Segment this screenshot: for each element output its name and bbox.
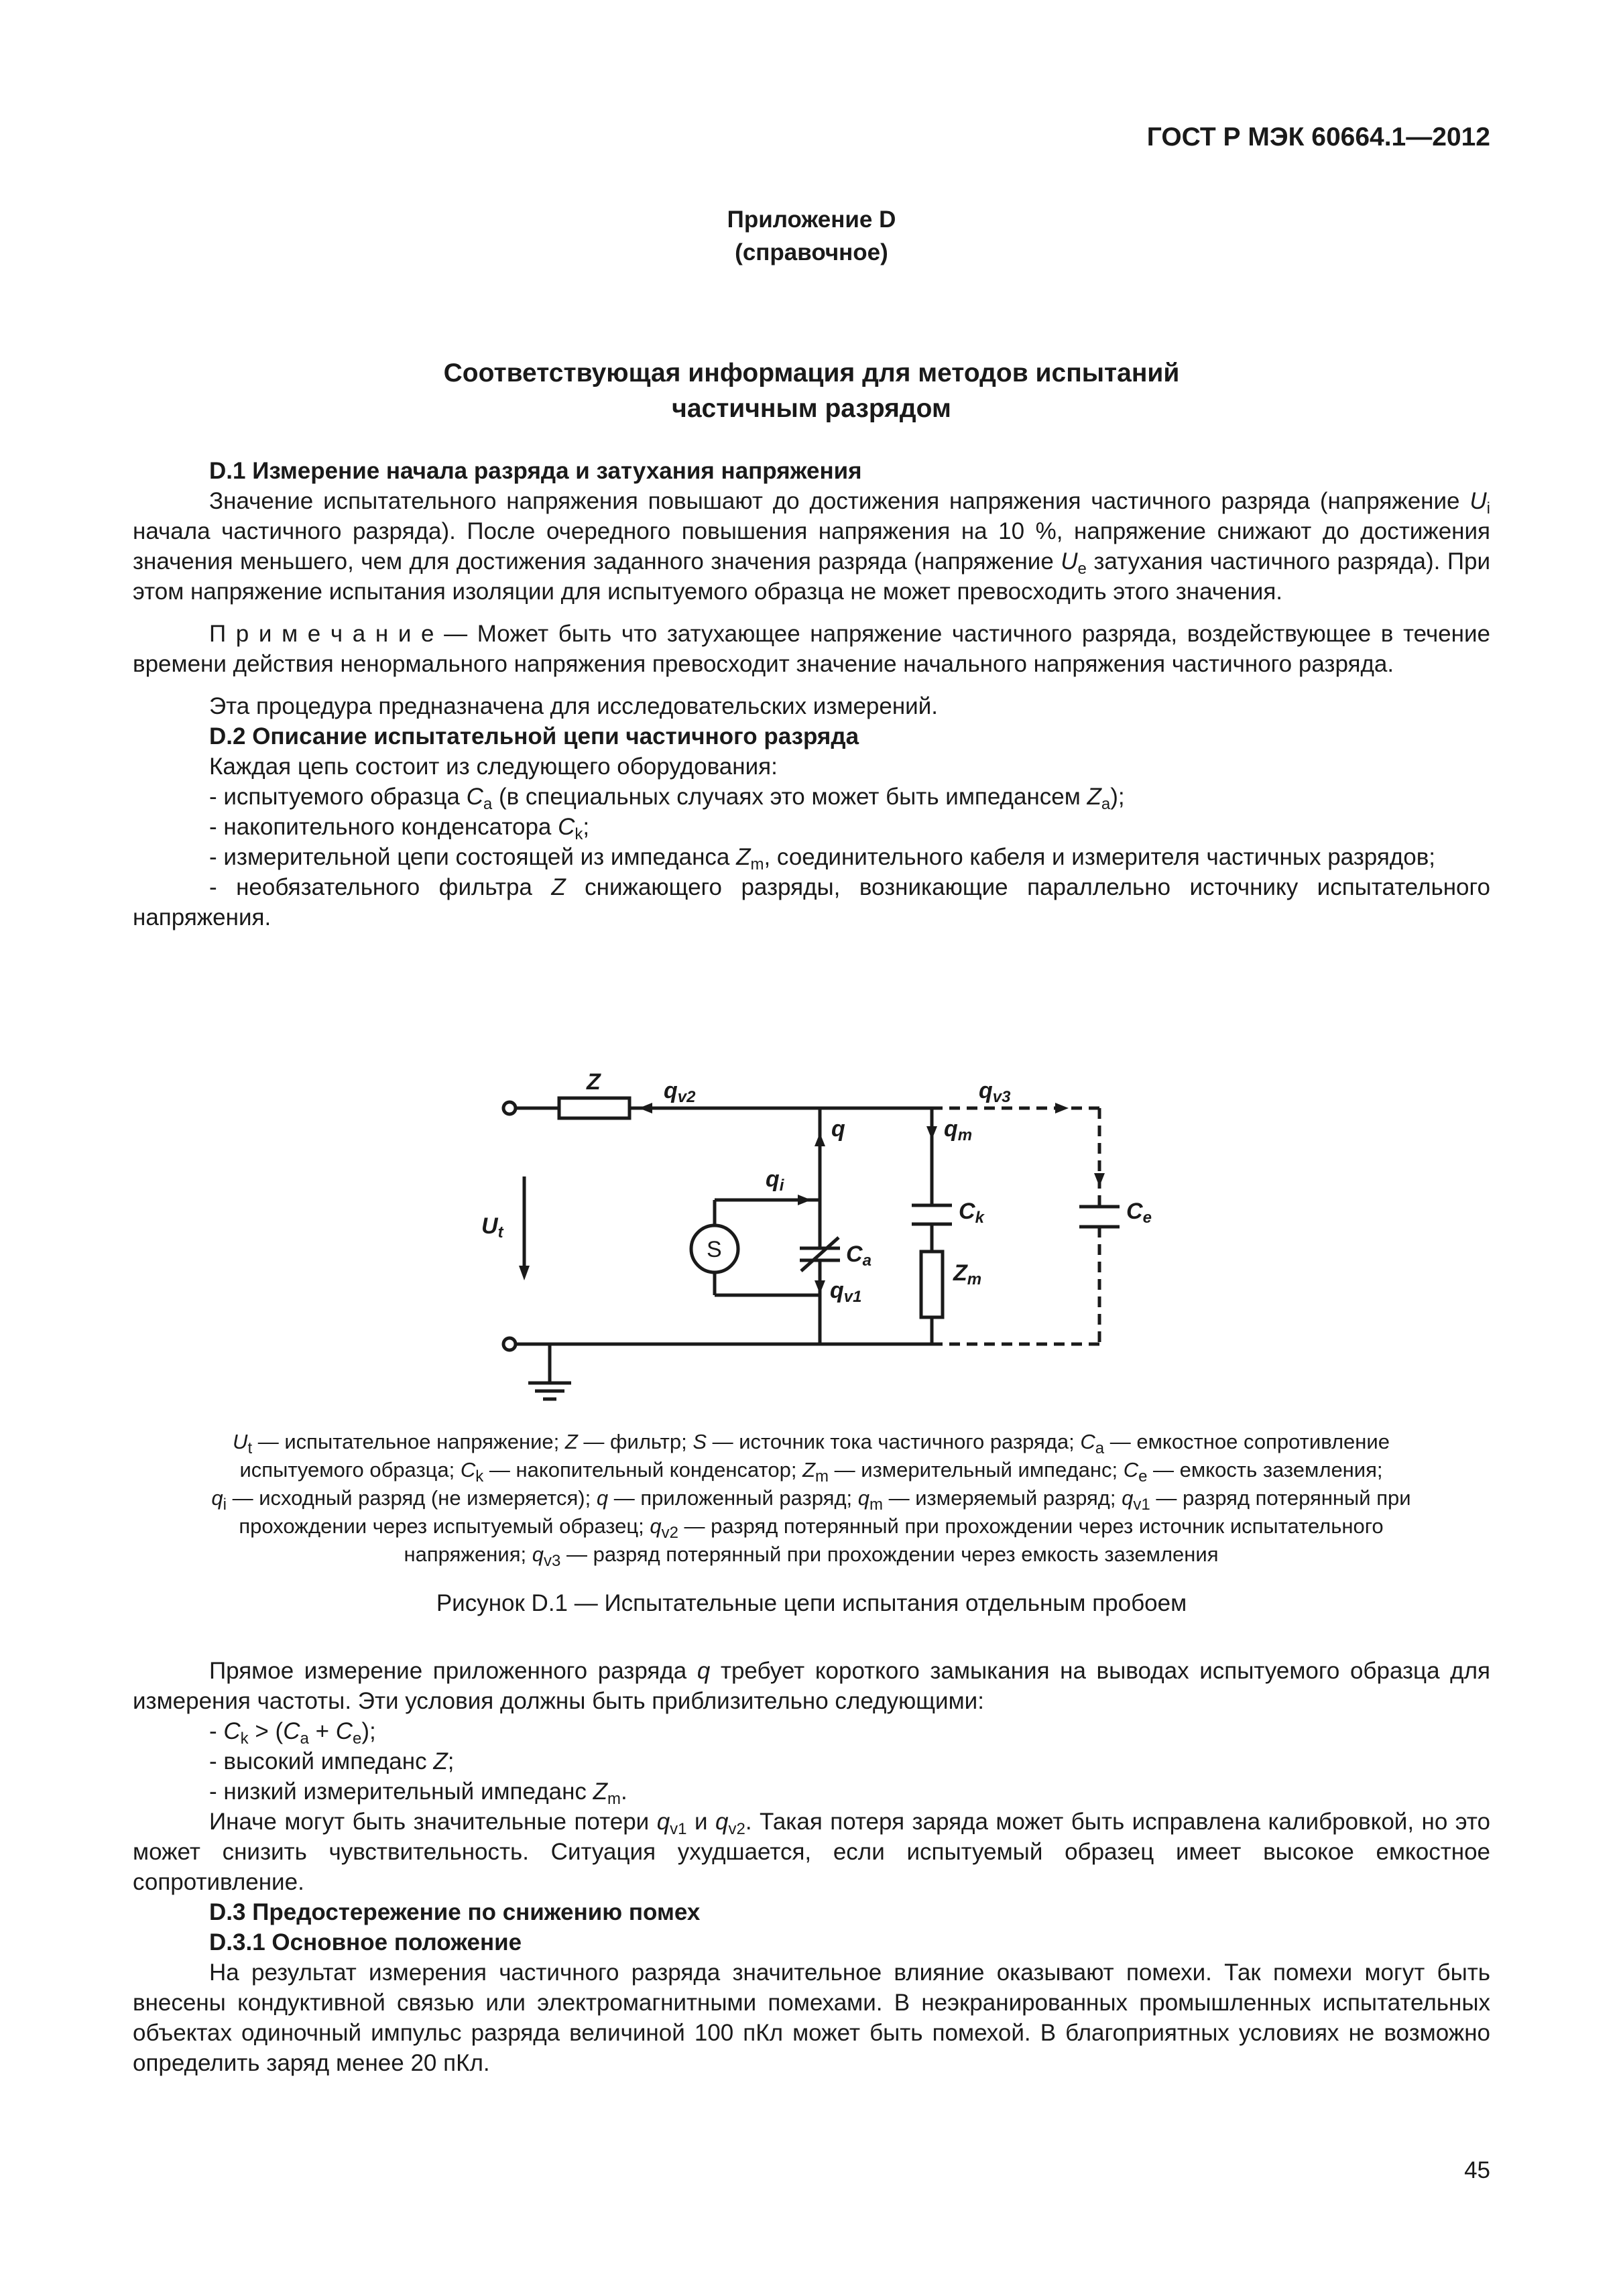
label-qv3: qv3 xyxy=(979,1078,1011,1106)
paragraph-d1-1: Значение испытательного напряжения повышают до достижения напряжения частичного разряда (напряжение $U_i$ начала частичного разряда). После очередного повышения напряжения на 10 %, напряжение снижают до достижения значения меньшего, чем для достижения заданного значения разряда (напряжение $U_e$ затухания частичного разряда). При этом напряжение испытания изоляции для испытуемого образца не может превосходить этого значения. xyxy=(133,488,1490,605)
filter-impedance-z xyxy=(559,1098,629,1118)
label-qi: qi xyxy=(766,1166,784,1195)
condition-item: - высокий импеданс Z; xyxy=(209,1748,455,1774)
label-qv1: qv1 xyxy=(830,1278,862,1306)
heading-d1: D.1 Измерение начала разряда и затухания напряжения xyxy=(209,458,862,484)
legend-line-4: прохождении через испытуемый образец; $q_{v2}$ — разряд потерянный при прохождении через источник испытательного xyxy=(239,1514,1384,1542)
appendix-title: Приложение D xyxy=(727,206,896,233)
legend-line-5: напряжения; $q_{v3}$ — разряд потерянный при прохождении через емкость заземления xyxy=(404,1543,1219,1570)
label-ut: Ut xyxy=(481,1213,503,1242)
label-qv2: qv2 xyxy=(664,1078,696,1106)
paragraph-d3-1: На результат измерения частичного разряда значительное влияние оказывают помехи. Так помехи могут быть внесены кондуктивной связью или электромагнитными помехами. В неэкранированных промышленных испытательных объектах одиночный импульс разряда величиной 100 пКл может быть помехой. В благоприятных условиях не возможно определить заряд менее 20 пКл. xyxy=(133,1959,1490,2076)
document-code: ГОСТ Р МЭК 60664.1—2012 xyxy=(1146,123,1490,152)
title-line-2: частичным разрядом xyxy=(672,394,951,423)
label-zm: Zm xyxy=(953,1260,982,1288)
label-z: Z xyxy=(587,1069,601,1095)
paragraph-d1-2: Эта процедура предназначена для исследовательских измерений. xyxy=(209,693,938,719)
page-number: 45 xyxy=(1464,2157,1490,2183)
paragraph-d2-intro: Каждая цепь состоит из следующего оборудования: xyxy=(209,753,778,780)
legend-line-3: $q_i$ — исходный разряд (не измеряется); q — приложенный разряд; $q_m$ — измеряемый разряд; $q_{v1}$ — разряд потерянный при xyxy=(211,1486,1411,1514)
heading-d2: D.2 Описание испытательной цепи частичного разряда xyxy=(209,723,859,749)
label-q: q xyxy=(831,1116,845,1142)
body-part-1 xyxy=(133,456,1490,932)
list-item: - измерительной цепи состоящей из импеданса $Z_m$, соединительного кабеля и измерителя частичных разрядов; xyxy=(209,844,1436,873)
condition-item: - $C_k > (C_a + C_e)$; xyxy=(209,1718,376,1748)
label-ck: Ck xyxy=(959,1199,984,1227)
legend-line-2: испытуемого образца; $C_k$ — накопительный конденсатор; $Z_m$ — измерительный импеданс; $C_e$ — емкость заземления; xyxy=(239,1458,1383,1486)
heading-d3-1: D.3.1 Основное положение xyxy=(209,1929,522,1955)
label-ce: Ce xyxy=(1126,1199,1152,1227)
list-item: - накопительного конденсатора $C_k$; xyxy=(209,814,590,843)
label-s: S xyxy=(707,1237,722,1262)
condition-item: - низкий измерительный импеданс $Z_m$. xyxy=(209,1778,627,1808)
label-ca: Ca xyxy=(846,1242,871,1270)
list-item: - необязательного фильтра Z снижающего разряды, возникающие параллельно источнику испытательного напряжения. xyxy=(133,874,1490,930)
title-line-1: Соответствующая информация для методов испытаний xyxy=(443,359,1180,387)
list-item: - испытуемого образца $C_a$ (в специальных случаях это может быть импедансем $Z_a$); xyxy=(209,784,1125,813)
appendix-heading xyxy=(0,203,1623,269)
paragraph-losses: Иначе могут быть значительные потери $q_{v1}$ и $q_{v2}$. Такая потеря заряда может быть исправлена калибровкой, но это может снизить чувствительность. Ситуация ухудшается, если испытуемый образец имеет высокое емкостное сопротивление. xyxy=(133,1809,1491,1895)
legend-line-1: $U_t$ — испытательное напряжение; Z — фильтр; S — источник тока частичного разряда; $C_a$ — емкостное сопротивление xyxy=(233,1430,1390,1457)
appendix-status: (справочное) xyxy=(735,239,888,265)
body-part-2 xyxy=(133,1656,1490,2078)
heading-d3: D.3 Предостережение по снижению помех xyxy=(209,1899,701,1925)
note-paragraph: П р и м е ч а н и е — Может быть что затухающее напряжение частичного разряда, воздействующее в течение времени действия ненормального напряжения превосходит значение начального напряжения частичного разряда. xyxy=(133,621,1490,677)
figure-legend xyxy=(134,1428,1488,1569)
figure-caption: Рисунок D.1 — Испытательные цепи испытания отдельным пробоем xyxy=(436,1590,1187,1616)
measuring-impedance-zm xyxy=(921,1252,943,1317)
circuit-diagram xyxy=(481,1052,1166,1414)
label-qm: qm xyxy=(944,1116,973,1144)
paragraph-d2-measure: Прямое измерение приложенного разряда q требует короткого замыкания на выводах испытуемого образца для измерения частоты. Эти условия должны быть приблизительно следующими: xyxy=(133,1658,1490,1714)
section-title xyxy=(0,355,1623,426)
